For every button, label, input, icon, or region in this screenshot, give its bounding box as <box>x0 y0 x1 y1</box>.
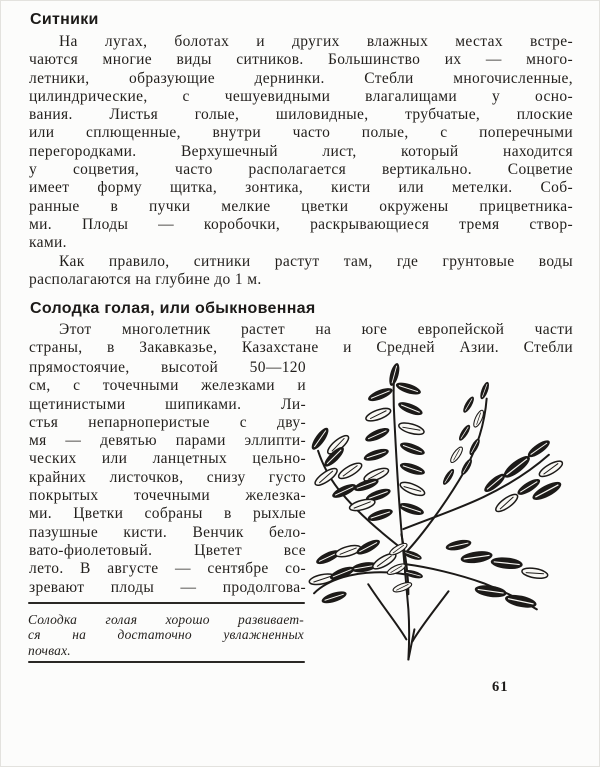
licorice-plant-illustration <box>298 358 586 668</box>
caption-divider-bottom <box>28 661 305 663</box>
paragraph-licorice-intro <box>29 321 573 358</box>
text-line: ся на достаточно увлажненных <box>28 627 304 643</box>
text-line: ми. Плоды — коробочки, раскрывающиеся тремя створ- <box>29 215 573 233</box>
text-line: крайних листочков, снизу густо <box>29 468 306 486</box>
text-line: располагаются на глубине до 1 м. <box>29 271 262 289</box>
text-line: вания. Листья голые, шиловидные, трубчатые, плоские <box>29 106 573 124</box>
text-line: ранные в пучки мелкие цветки окружены прицветника- <box>29 197 573 215</box>
text-line: Солодка голая хорошо развивает- <box>28 612 304 627</box>
text-line: чаются многие виды ситников. Большинство их — много- <box>29 51 573 69</box>
text-line: ческих или ланцетных цельно- <box>29 450 306 468</box>
text-line: зревают плоды — продолгова- <box>29 578 306 596</box>
text-line: стья непарноперистые с дву- <box>29 413 306 431</box>
text-line: Как правило, ситники растут там, где грунтовые воды <box>59 253 573 270</box>
text-line: у соцветия, часто располагается вертикально. Соцветие <box>29 161 573 179</box>
page-number: 61 <box>492 679 509 695</box>
paragraph-rushes-habitat <box>29 253 573 290</box>
text-line: страны, в Закавказье, Казахстане и Средней Азии. Стебли <box>29 339 573 357</box>
text-line: или сплющенные, внутри часто полые, с поперечными <box>29 124 573 142</box>
text-line: почвах. <box>28 642 71 658</box>
illustration-caption <box>28 612 304 658</box>
text-line: мя — девятью парами эллипти- <box>29 432 306 450</box>
text-line: На лугах, болотах и других влажных местах встре- <box>59 33 573 50</box>
caption-divider-top <box>28 602 305 604</box>
text-line: щетинистыми шипиками. Ли- <box>29 395 306 413</box>
text-line: лето. В августе — сентябре со- <box>29 560 306 578</box>
text-line: ми. Цветки собраны в рыхлые <box>29 505 306 523</box>
text-line: ками. <box>29 234 67 252</box>
paragraph-licorice-column <box>29 359 306 597</box>
text-line: пазушные кисти. Венчик бело- <box>29 523 306 541</box>
text-line: цилиндрические, с чешуевидными влагалищами у осно- <box>29 87 573 105</box>
paragraph-rushes-description <box>29 33 573 253</box>
text-line: имеет форму щитка, зонтика, кисти или метелки. Соб- <box>29 179 573 197</box>
text-line: прямостоячие, высотой 50—120 <box>29 359 306 376</box>
text-line: покрытых точечными железка- <box>29 487 306 505</box>
section-heading-licorice: Солодка голая, или обыкновенная <box>30 300 316 317</box>
text-line: летники, образующие дернинки. Стебли многочисленные, <box>29 69 573 87</box>
text-line: вато-фиолетовый. Цветет все <box>29 541 306 559</box>
text-line: см, с точечными железками и <box>29 377 306 395</box>
text-line: Этот многолетник растет на юге европейской части <box>59 321 573 338</box>
text-line: перегородками. Верхушечный лист, который находится <box>29 142 573 160</box>
section-heading-rushes: Ситники <box>30 11 99 28</box>
